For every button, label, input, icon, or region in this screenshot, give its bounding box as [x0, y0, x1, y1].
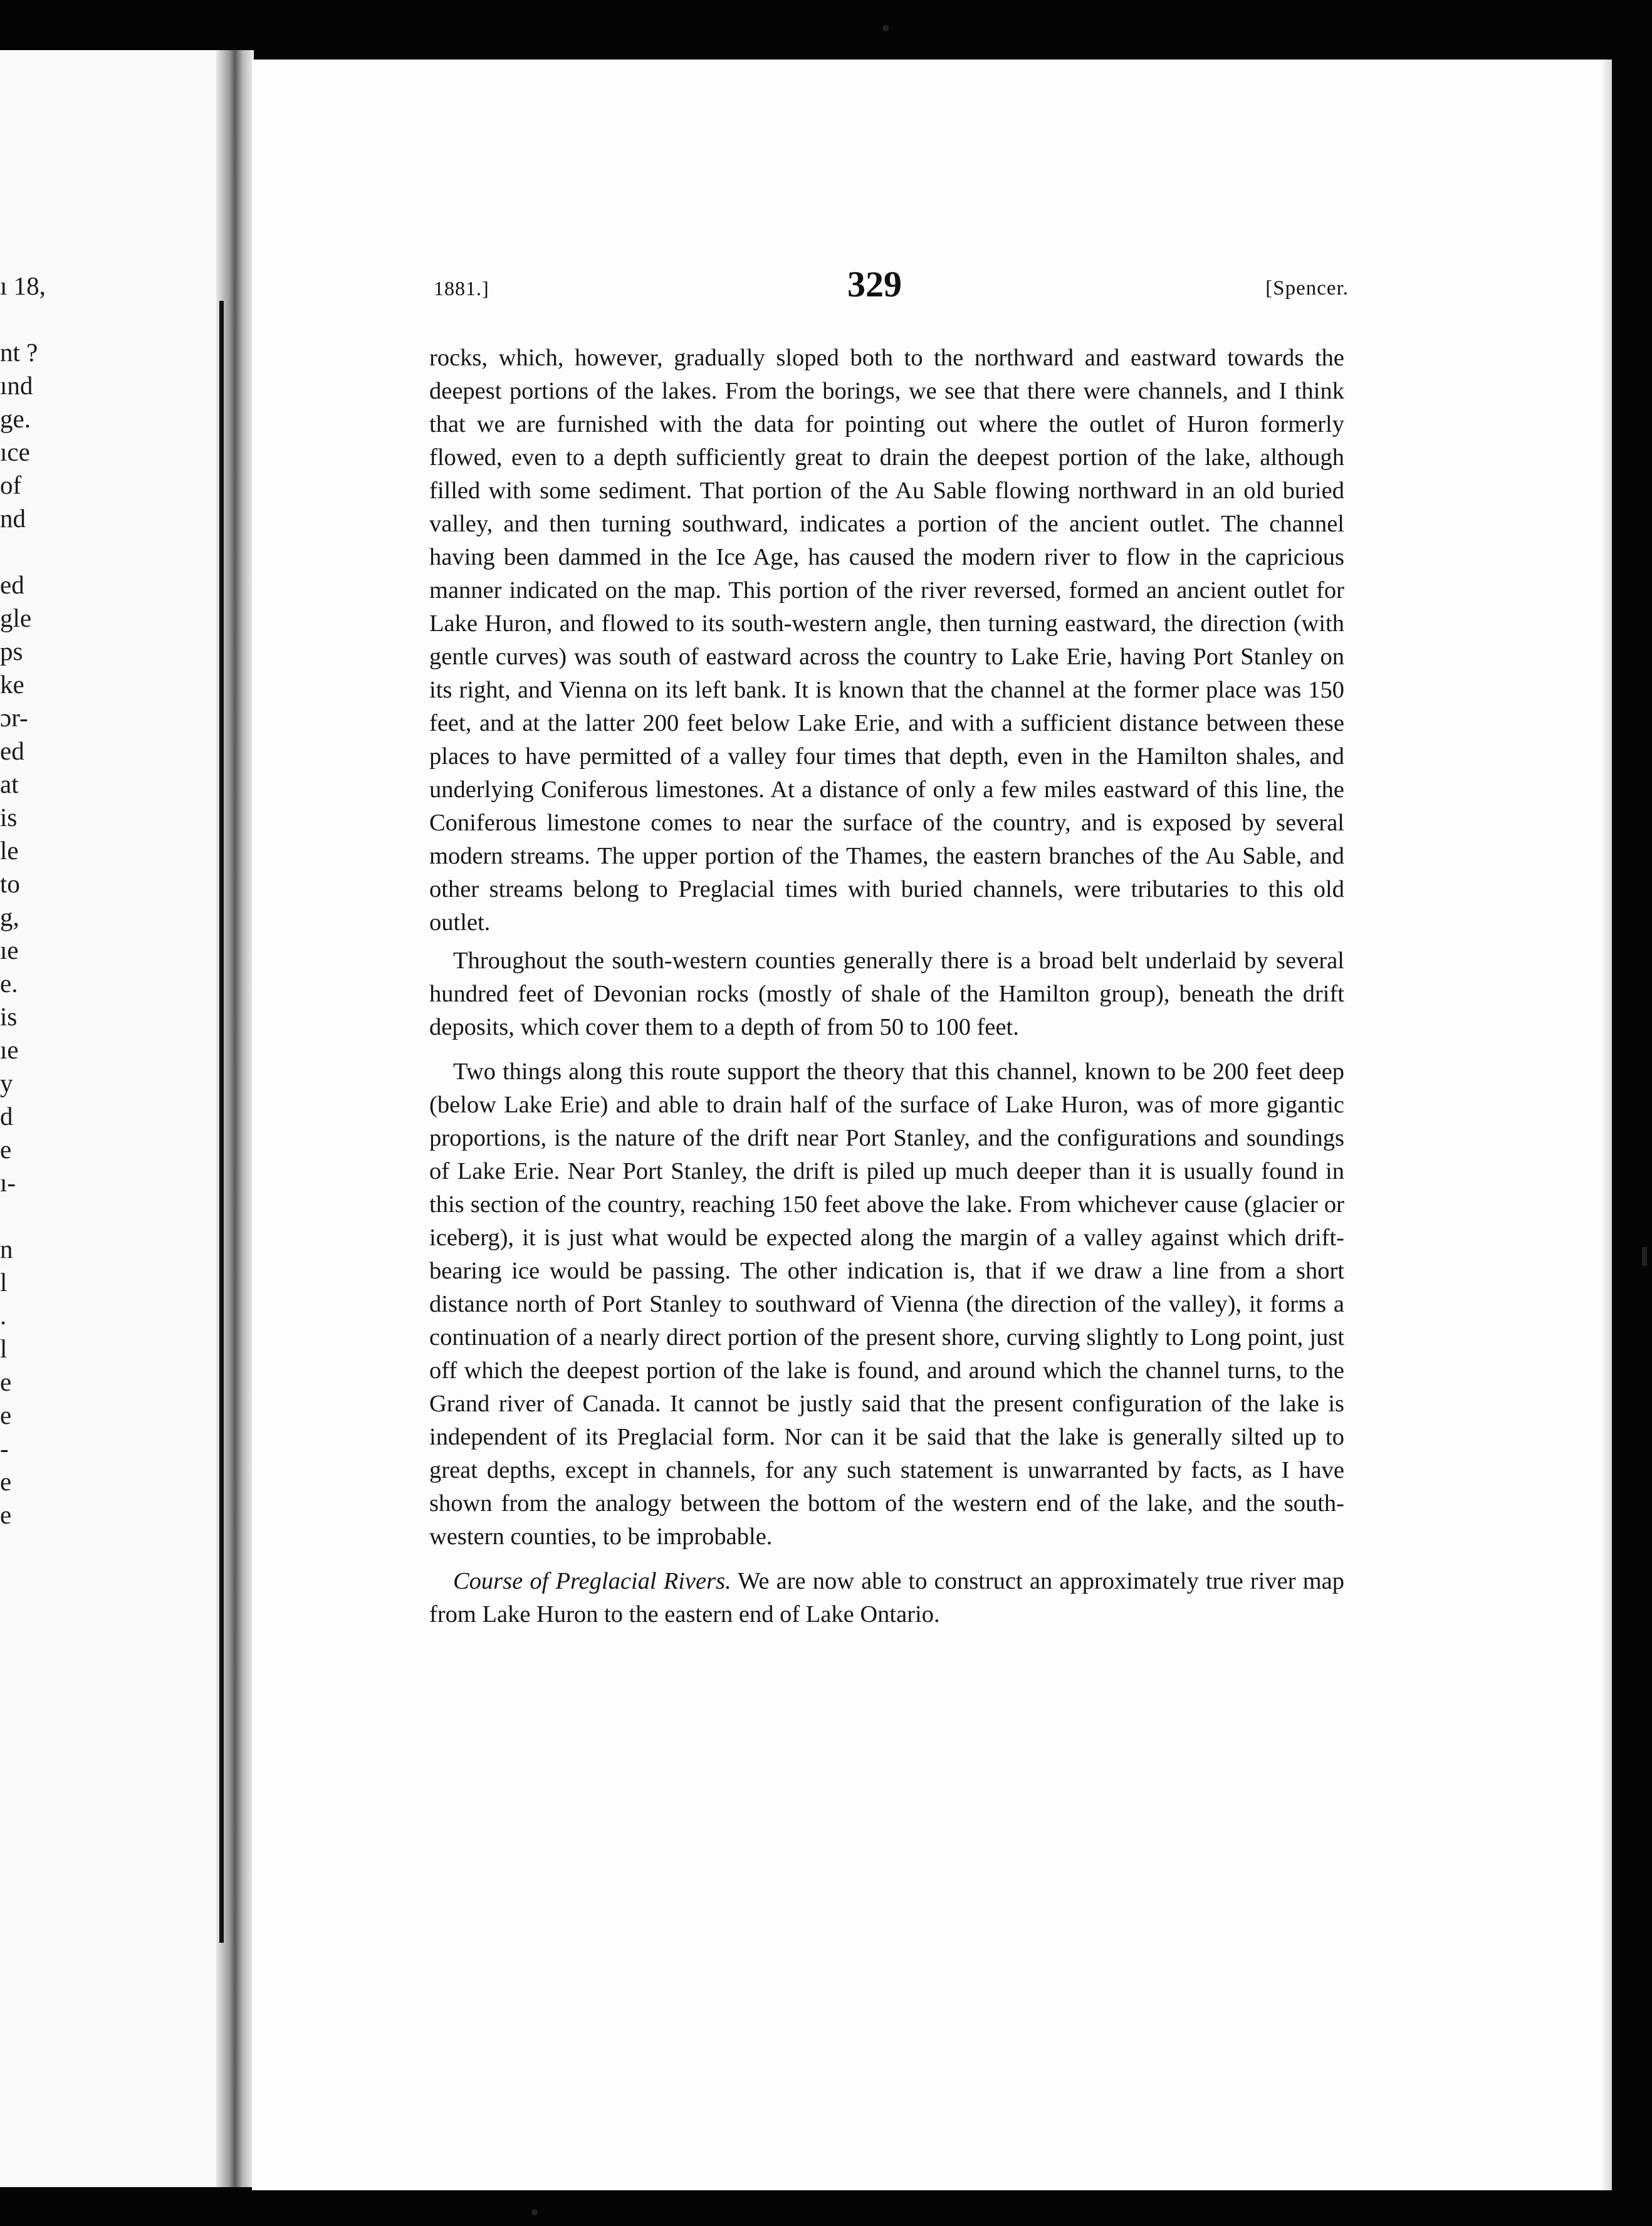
left-page-fragment: ke [0, 670, 24, 699]
header-year: 1881.] [434, 277, 489, 300]
left-page-fragment: nt ? [0, 338, 38, 367]
left-page-fragment: ge. [0, 404, 31, 433]
left-page-fragment: is [0, 803, 18, 832]
left-page-fragment: ıe [0, 1035, 19, 1064]
left-page-fragment: e [0, 1401, 12, 1429]
left-page-fragment [0, 535, 50, 568]
scan-speck [882, 25, 889, 31]
left-page-fragment: ı- [0, 1168, 16, 1197]
left-page-fragment: ıce [0, 437, 30, 466]
left-page-fragment: ı 18, [0, 271, 46, 300]
left-page-fragment: gle [0, 604, 32, 632]
page-edge-shadow [1601, 60, 1612, 2190]
left-page-fragment: e. [0, 969, 18, 998]
left-page-fragment: d [0, 1102, 13, 1131]
gutter-shadow-line [219, 301, 224, 1943]
left-page-fragment: e [0, 1367, 12, 1396]
left-page-fragment: e [0, 1135, 12, 1164]
left-page-fragment: e [0, 1500, 12, 1529]
left-page-fragment: at [0, 770, 19, 798]
left-page-fragment: ed [0, 736, 24, 765]
paragraph-1: rocks, which, however, gradually sloped both to the northward and eastward towards the deepest portions of the lakes. From the borings, we see that there were channels, and I think that we are furnished with the data for pointing out where the outlet of Huron formerly flowed, even to a depth sufficiently great to drain the deepest portion of the lake, although filled with some sediment. That portion of the Au Sable flowing northward in an old buried valley, and then turning southward, indicates a portion of the ancient outlet. The channel having been dammed in the Ice Age, has caused the modern river to flow in the capricious manner indicated on the map. This portion of the river reversed, formed an ancient outlet for Lake Huron, and flowed to its south-western angle, then turning eastward, the direction (with gentle curves) was south of eastward across the country to Lake Erie, having Port Stanley on its right, and Vienna on its left bank. It is known that the channel at the former place was 150 feet, and at the latter 200 feet below Lake Erie, and with a sufficient distance between these places to have permitted of a valley four times that depth, even in the Hamilton shales, and underlying Coniferous limestones. At a distance of only a few miles eastward of this line, the Coniferous limestone comes to near the surface of the country, and is exposed by several modern streams. The upper portion of the Thames, the eastern branches of the Au Sable, and other streams belong to Preglacial times with buried channels, were tributaries to this old outlet. [429, 345, 1344, 936]
left-page-fragment: to [0, 869, 20, 898]
paragraph-2: Throughout the south-western counties generally there is a broad belt underlaid by several hundred feet of Devonian rocks (mostly of shale of the Hamilton group), beneath the drift deposits, which cover them to a depth of from 50 to 100 feet. [429, 948, 1344, 1040]
body-text [429, 342, 1344, 1631]
header-author: [Spencer. [1265, 277, 1349, 300]
left-page-fragment: ed [0, 570, 24, 599]
left-page-fragment: . [0, 1301, 7, 1330]
left-page-fragment: ınd [0, 371, 33, 400]
left-page-fragment: ıe [0, 936, 19, 964]
left-page-fragment: e [0, 1467, 12, 1496]
left-page-fragment: is [0, 1002, 18, 1031]
left-page-fragment: ps [0, 637, 23, 666]
right-page [252, 60, 1612, 2190]
running-header [434, 263, 1349, 313]
paragraph-3: Two things along this route support the theory that this channel, known to be 200 feet deep (below Lake Erie) and able to drain half of the surface of Lake Huron, was of more gigantic proportions, is the nature of the drift near Port Stanley, and the configurations and soundings of Lake Erie. Near Port Stanley, the drift is piled up much deeper than it is usually found in this section of the country, reaching 150 feet above the lake. From whichever cause (glacier or iceberg), it is just what would be expected along the margin of a valley against which drift-bearing ice would be passing. The other indication is, that if we draw a line from a short distance north of Port Stanley to southward of Vienna (the direction of the valley), it forms a continuation of a nearly direct portion of the present shore, curving slightly to Long point, just off which the deepest portion of the lake is found, and around which the channel turns, to the Grand river of Canada. It cannot be justly said that the present configuration of the lake is independent of its Preglacial form. Nor can it be said that the lake is generally silted up to great depths, except in channels, for any such statement is unwarranted by facts, as I have shown from the analogy between the bottom of the western end of the lake, and the south-western counties, to be improbable. [429, 1058, 1344, 1550]
left-page-fragment [0, 303, 50, 336]
left-page-edge [0, 50, 244, 2187]
left-page-fragment: n [0, 1235, 13, 1263]
left-page-fragment: g, [0, 902, 19, 931]
left-page-fragment: - [0, 1434, 9, 1463]
left-page-text-fragments [0, 269, 50, 1532]
left-page-fragment: l [0, 1334, 8, 1363]
left-page-fragment: y [0, 1069, 13, 1097]
paragraph-4 [429, 1565, 1344, 1631]
left-page-fragment [0, 1199, 50, 1233]
page-number: 329 [847, 264, 902, 305]
scan-speck [1642, 1247, 1647, 1266]
left-page-fragment: ɔr- [0, 703, 28, 732]
left-page-fragment: nd [0, 504, 26, 533]
paragraph-4-text: We are now able to construct an approximately true river map from Lake Huron to the eastern end of Lake Ontario. [429, 1568, 1344, 1628]
section-heading: Course of Preglacial Rivers. [453, 1568, 731, 1594]
left-page-fragment: of [0, 471, 22, 499]
left-page-fragment: le [0, 836, 19, 865]
left-page-fragment: l [0, 1268, 8, 1297]
scan-speck [531, 2209, 538, 2215]
